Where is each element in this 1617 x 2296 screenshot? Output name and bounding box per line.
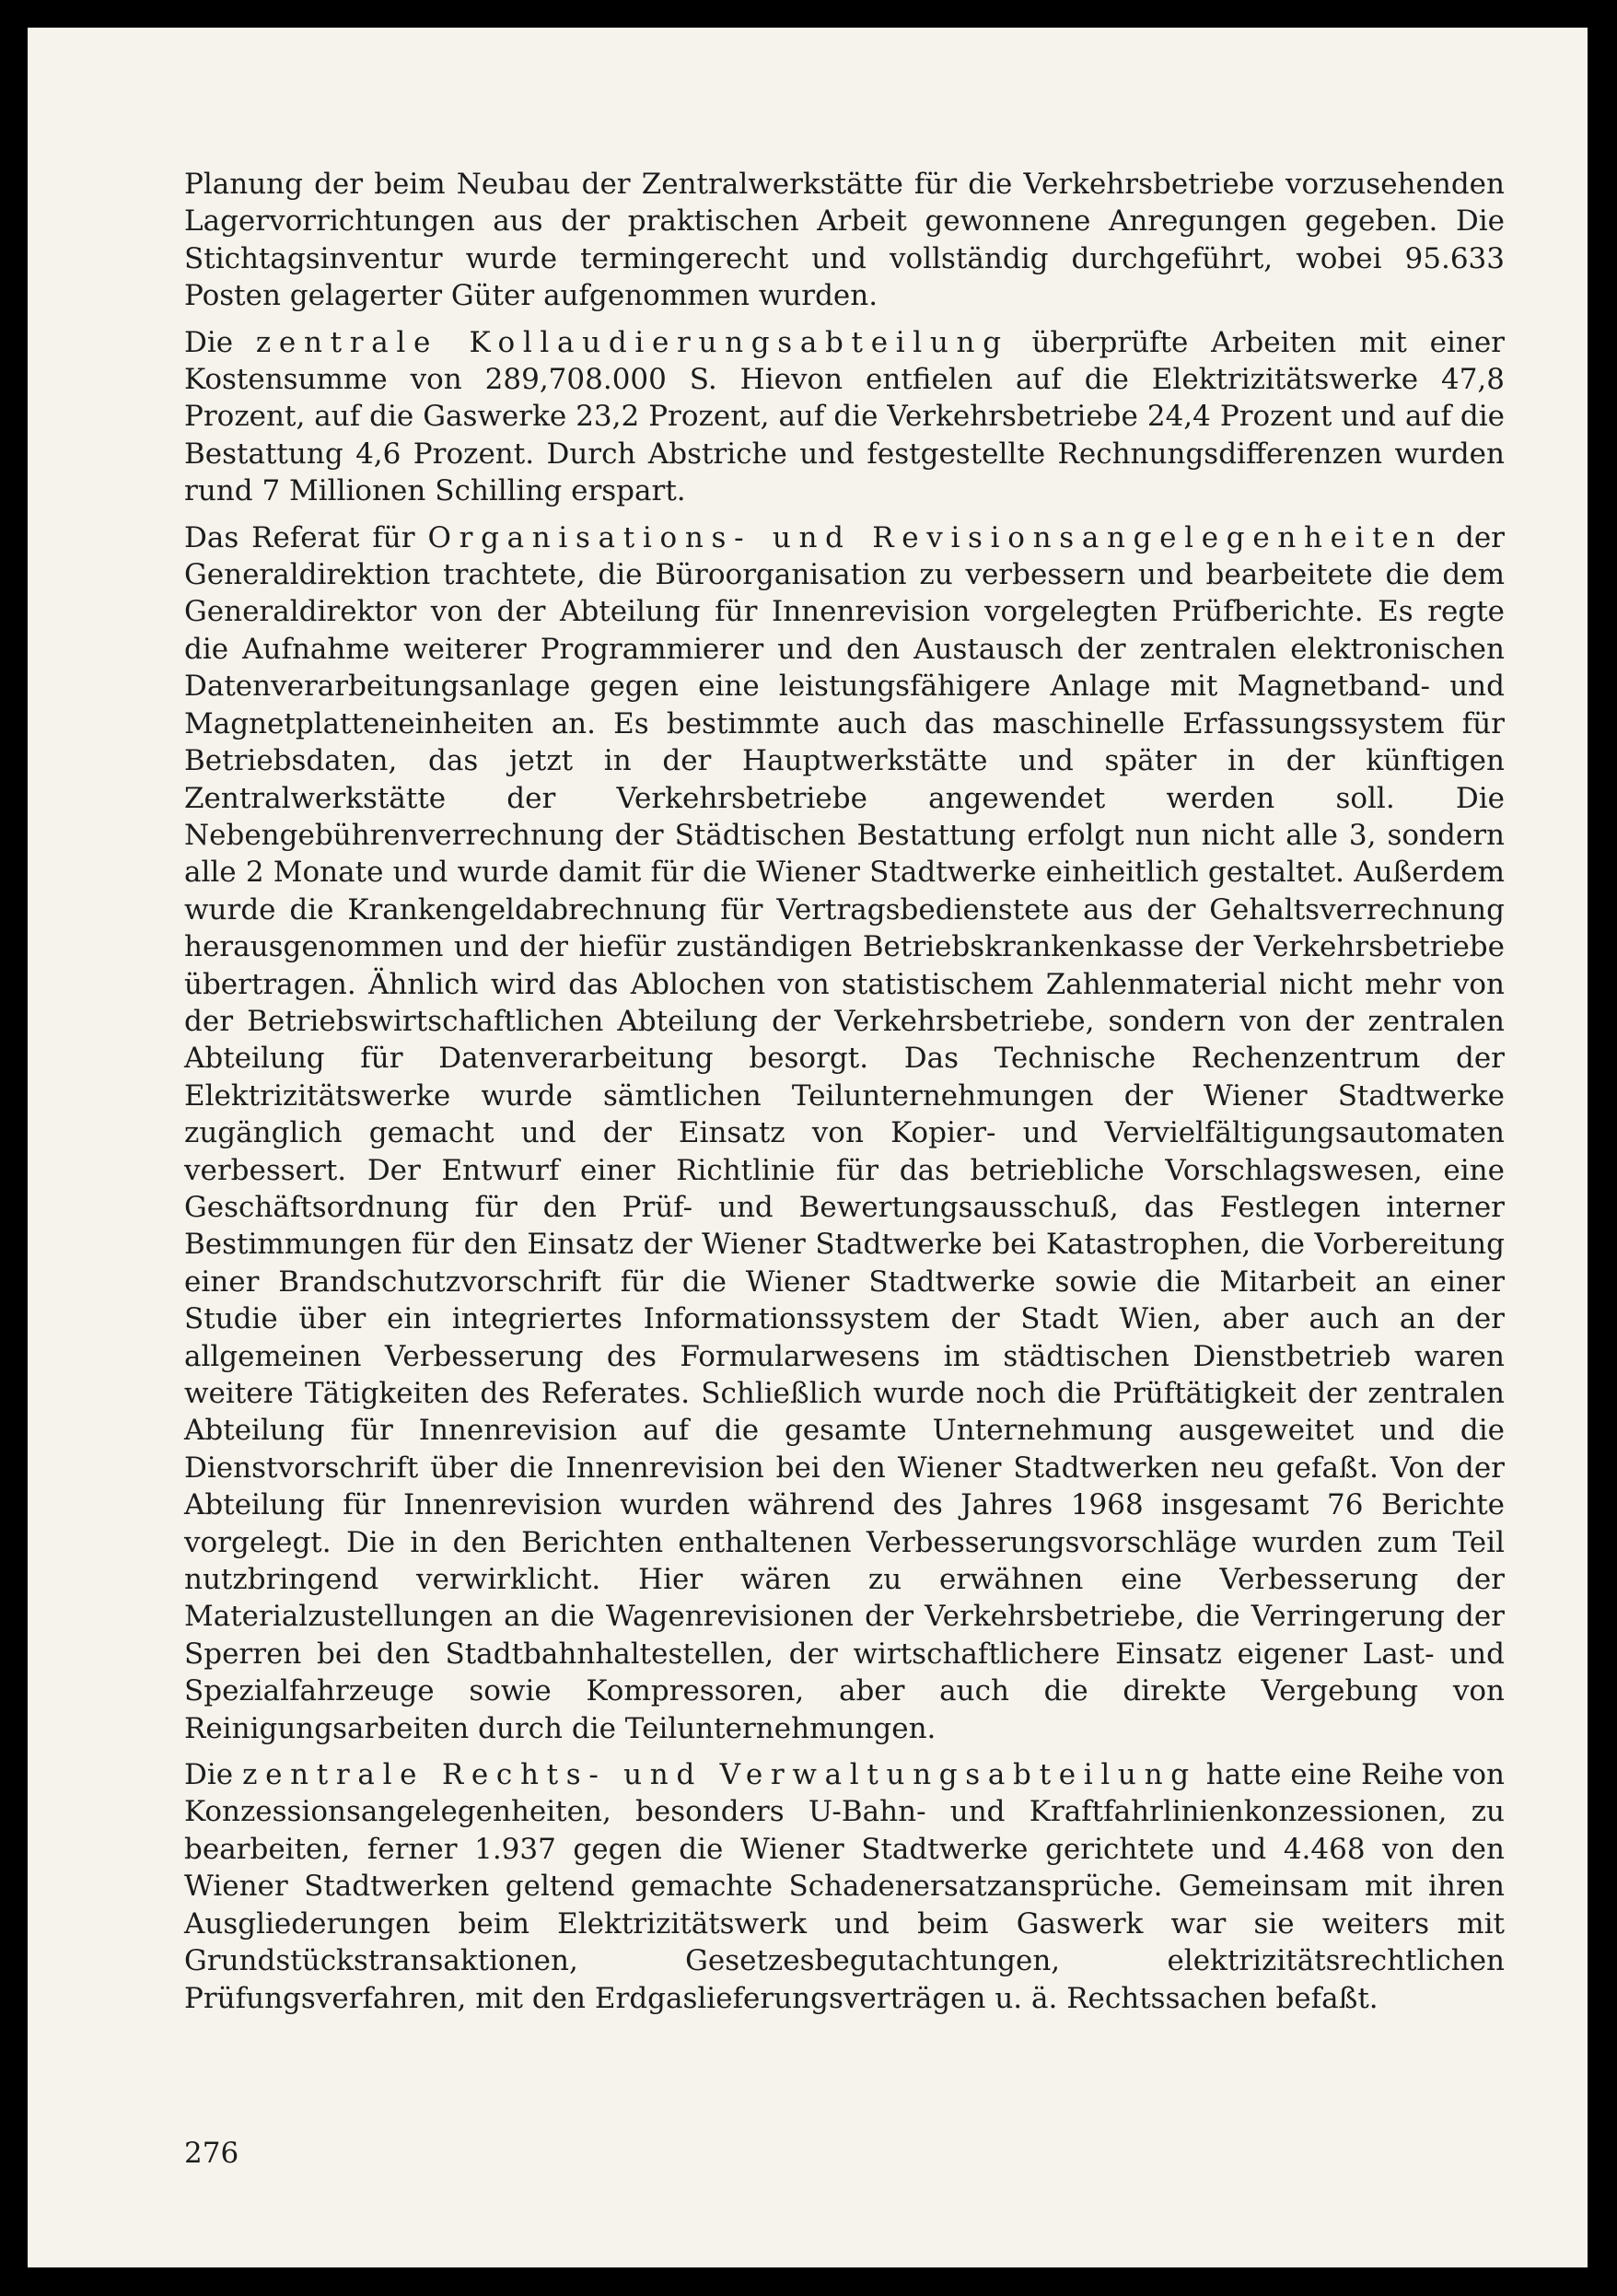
paragraph-text: hatte eine Reihe von Konzessionsangelegenheiten, besonders U-Bahn- und Kraftfahrlinienkonzessionen, zu bearbeiten, ferner 1.937 gegen die Wiener Stadtwerke gerichtete und 4.468 von den Wiener Stadtwerken geltend gemachte Schadenersatzansprüche. Gemeinsam mit ihren Ausgliederungen beim Elektrizitätswerk und beim Gaswerk war sie weiters mit Grundstückstransaktionen, Gesetzesbegutachtungen, elektrizitätsrechtlichen Prüfungsverfahren, mit den Erdgaslieferungsverträgen u. ä. Rechtssachen befaßt. xyxy=(184,1758,1506,2015)
paragraph-lead: Die xyxy=(184,325,256,359)
paragraph-3 xyxy=(184,519,1505,1747)
paragraph-text: Planung der beim Neubau der Zentralwerkstätte für die Verkehrsbetriebe vorzusehenden Lagervorrichtungen aus der praktischen Arbeit gewonnene Anregungen gegeben. Die Stichtagsinventur wurde termingerecht und vollständig durchgeführt, wobei 95.633 Posten gelagerter Güter aufgenommen wurden. xyxy=(184,168,1505,313)
spaced-heading-kollaudierung: zentrale Kollaudierungsabteilung xyxy=(255,325,1009,359)
spaced-heading-organisation: Organisations- und Revisionsangelegenheiten xyxy=(427,520,1444,554)
paragraph-text: der Generaldirektion trachtete, die Büroorganisation zu verbessern und bearbeitete die dem Generaldirektor von der Abteilung für Innenrevision vorgelegten Prüfberichte. Es regte die Aufnahme weiterer Programmierer und den Austausch der zentralen elektronischen Datenverarbeitungsanlage gegen eine leistungsfähigere Anlage mit Magnetband- und Magnetplatteneinheiten an. Es bestimmte auch das maschinelle Erfassungssystem für Betriebsdaten, das jetzt in der Hauptwerkstätte und später in der künftigen Zentralwerkstätte der Verkehrsbetriebe angewendet werden soll. Die Nebengebührenverrechnung der Städtischen Bestattung erfolgt nun nicht alle 3, sondern alle 2 Monate und wurde damit für die Wiener Stadtwerke einheitlich gestaltet. Außerdem wurde die Krankengeldabrechnung für Vertragsbedienstete aus der Gehaltsverrechnung herausgenommen und der hiefür zuständigen Betriebskrankenkasse der Verkehrsbetriebe übertragen. Ähnlich wird das Ablochen von statistischem Zahlenmaterial nicht mehr von der Betriebswirtschaftlichen Abteilung der Verkehrsbetriebe, sondern von der zentralen Abteilung für Datenverarbeitung besorgt. Das Technische Rechenzentrum der Elektrizitätswerke wurde sämtlichen Teilunternehmungen der Wiener Stadtwerke zugänglich gemacht und der Einsatz von Kopier- und Vervielfältigungsautomaten verbessert. Der Entwurf einer Richtlinie für das betriebliche Vorschlagswesen, eine Geschäftsordnung für den Prüf- und Bewertungsausschuß, das Festlegen interner Bestimmungen für den Einsatz der Wiener Stadtwerke bei Katastrophen, die Vorbereitung einer Brandschutzvorschrift für die Wiener Stadtwerke sowie die Mitarbeit an einer Studie über ein integriertes Informationssystem der Stadt Wien, aber auch an der allgemeinen Verbesserung des Formularwesens im städtischen Dienstbetrieb waren weitere Tätigkeiten des Referates. Schließlich wurde noch die Prüftätigkeit der zentralen Abteilung für Innenrevision auf die gesamte Unternehmung ausgeweitet und die Dienstvorschrift über die Innenrevision bei den Wiener Stadtwerken neu gefaßt. Von der Abteilung für Innenrevision wurden während des Jahres 1968 insgesamt 76 Berichte vorgelegt. Die in den Berichten enthaltenen Verbesserungsvorschläge wurden zum Teil nutzbringend verwirklicht. Hier wären zu erwähnen eine Verbesserung der Materialzustellungen an die Wagenrevisionen der Verkehrsbetriebe, die Verringerung der Sperren bei den Stadtbahnhaltestellen, der wirtschaftlichere Einsatz eigener Last- und Spezialfahrzeuge sowie Kompressoren, aber auch die direkte Vergebung von Reinigungsarbeiten durch die Teilunternehmungen. xyxy=(184,520,1505,1745)
body-text xyxy=(184,166,1505,2026)
spaced-heading-rechts: zentrale Rechts- und Verwaltungsabteilung xyxy=(242,1758,1197,1792)
paragraph-4 xyxy=(184,1756,1505,2017)
paragraph-2 xyxy=(184,324,1505,510)
paragraph-lead: Das Referat für xyxy=(184,520,428,554)
paragraph-1 xyxy=(184,166,1505,315)
document-page xyxy=(28,28,1588,2267)
paragraph-lead: Die xyxy=(184,1758,243,1792)
paragraph-text: überprüfte Arbeiten mit einer Kostensumme von 289,708.000 S. Hievon entfielen auf die Elektrizitätswerke 47,8 Prozent, auf die Gaswerke 23,2 Prozent, auf die Verkehrsbetriebe 24,4 Prozent und auf die Bestattung 4,6 Prozent. Durch Abstriche und festgestellte Rechnungsdifferenzen wurden rund 7 Millionen Schilling erspart. xyxy=(184,325,1505,508)
page-number: 276 xyxy=(184,2137,239,2170)
